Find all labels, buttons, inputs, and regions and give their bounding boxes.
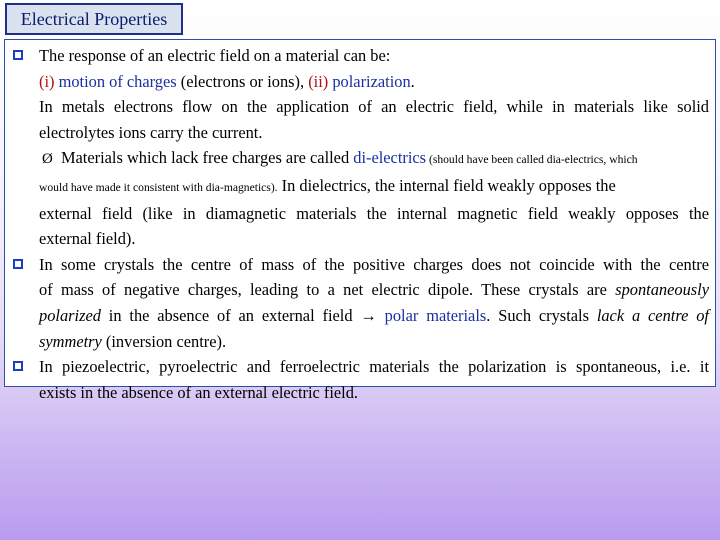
bullet-line: In piezoelectric, pyroelectric and ferroelectric materials the polarization is spontaneous, i.e. it (39, 357, 709, 377)
term-polarized: polarized (39, 305, 101, 325)
bullet-item-spontaneous (9, 354, 709, 405)
bullet-line (39, 69, 709, 95)
bullet-line: In metals electrons flow on the application of an electric field, while in materials like solid (39, 97, 709, 117)
term-symmetry: symmetry (39, 331, 102, 351)
text-fragment: . Such crystals (486, 305, 597, 325)
text-fragment: In dielectrics, the internal field weakly opposes the (277, 175, 616, 195)
text-fragment: . (410, 71, 415, 91)
term-lack-centre: lack a centre of (596, 305, 709, 325)
sub-bullet-line (39, 145, 709, 173)
bullet-line (39, 303, 709, 329)
square-bullet-icon (13, 361, 23, 371)
square-bullet-icon (13, 50, 23, 60)
square-bullet-icon (13, 259, 23, 269)
right-arrow-icon: → (360, 305, 377, 325)
slide-title: Electrical Properties (5, 3, 183, 35)
bullet-line (39, 277, 709, 303)
bullet-line: exists in the absence of an external electric field. (39, 382, 359, 402)
arrow-bullet-icon: Ø (42, 151, 53, 168)
roman-numeral-i: (i) (39, 71, 55, 91)
bullet-line: electrolytes ions carry the current. (39, 122, 263, 142)
term-polarization: polarization (332, 71, 411, 91)
content-panel (4, 39, 716, 402)
sub-bullet-line: external field). (39, 229, 136, 249)
bullet-item-response (9, 43, 709, 252)
roman-numeral-ii: (ii) (308, 71, 329, 91)
term-dielectrics: di-electrics (353, 148, 427, 168)
text-fragment: (inversion centre). (101, 331, 227, 351)
text-fragment: in the absence of an external field (100, 305, 361, 325)
term-spontaneously: spontaneously (615, 280, 709, 300)
sub-bullet-line: external field (like in diamagnetic materials the internal magnetic field weakly opposes the (39, 203, 709, 223)
sub-bullet-line (39, 173, 709, 201)
bullet-line (39, 329, 709, 355)
term-motion-of-charges: motion of charges (58, 71, 177, 91)
bullet-line: In some crystals the centre of mass of the positive charges does not coincide with the centre (39, 254, 709, 274)
text-fragment: Materials which lack free charges are called (60, 148, 354, 168)
text-fragment: of mass of negative charges, leading to a net electric dipole. These crystals are (39, 280, 616, 300)
note-fragment: would have made it consistent with dia-magnetics). (39, 180, 278, 194)
note-fragment: (should have been called dia-electrics, which (426, 153, 638, 167)
term-polar-materials: polar materials (376, 305, 487, 325)
bullet-item-polar-crystals (9, 252, 709, 354)
bullet-line: The response of an electric field on a material can be: (39, 46, 391, 65)
text-fragment: (electrons or ions), (180, 71, 309, 91)
